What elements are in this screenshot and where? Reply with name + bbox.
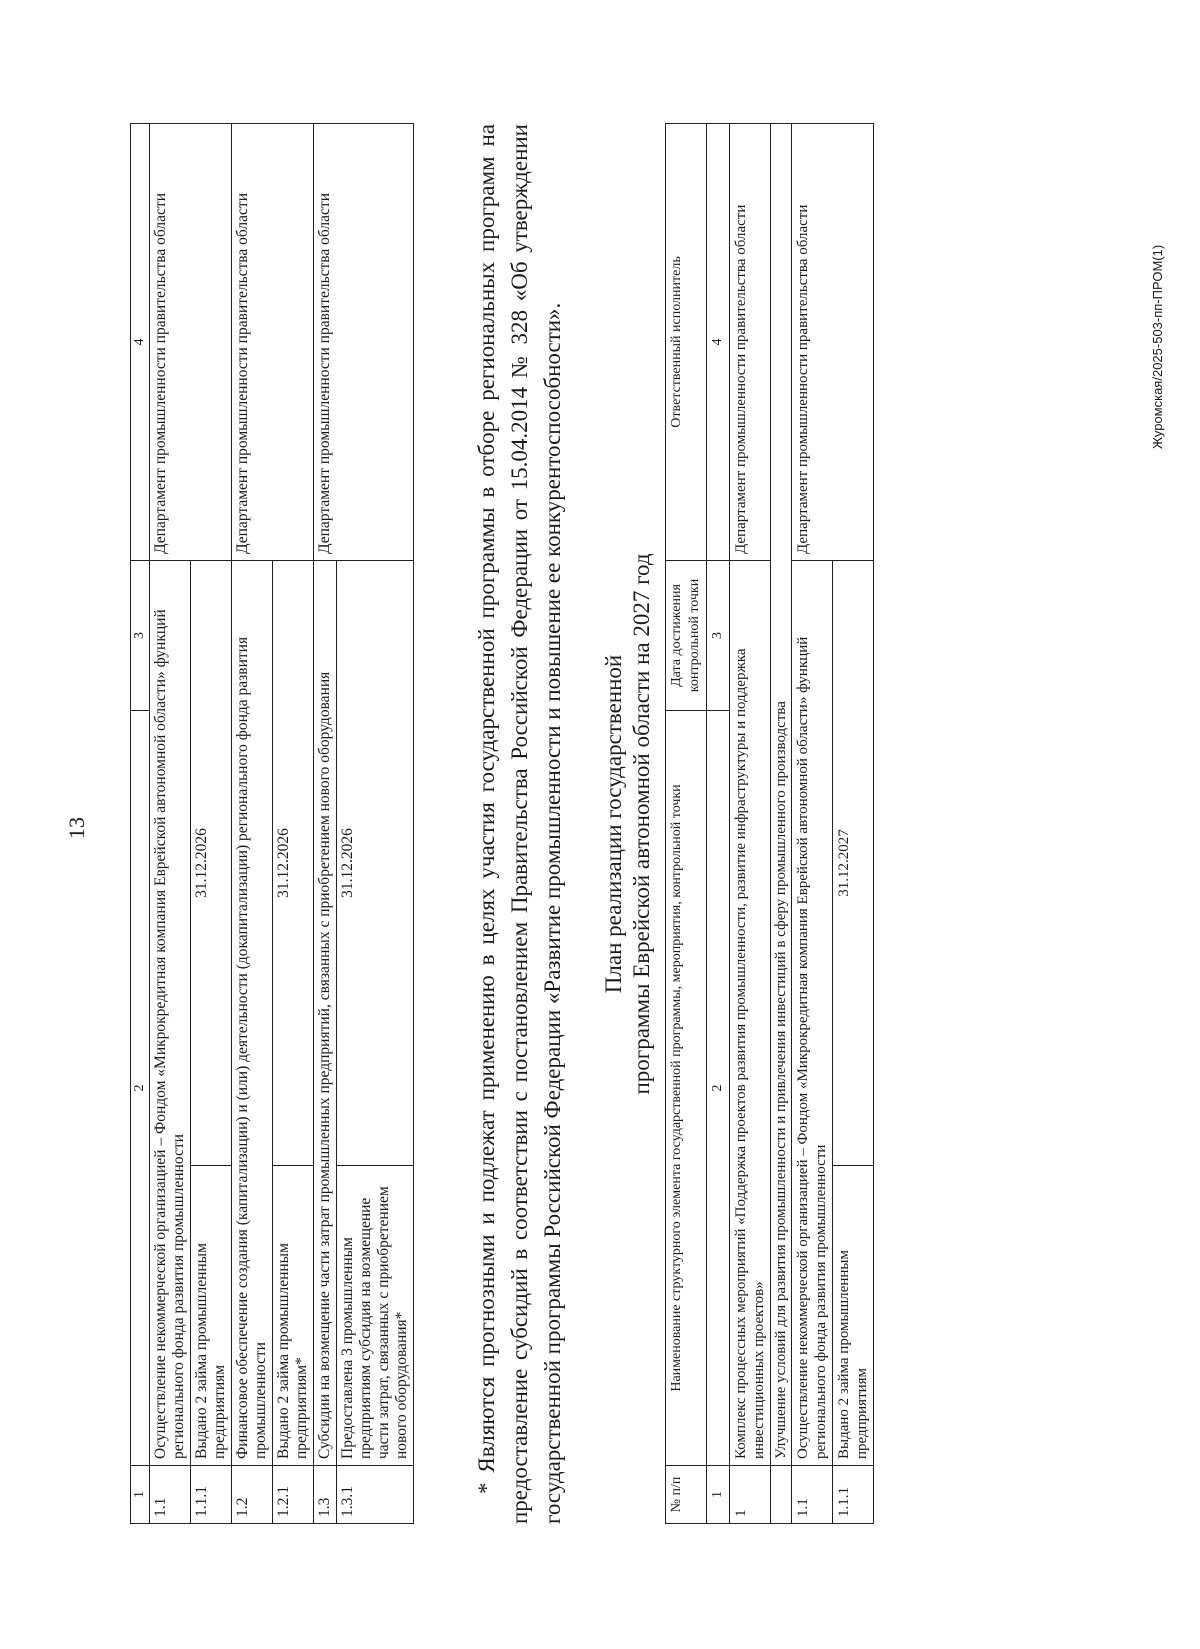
task-row: Улучшение условий для развития промышленности и привлечения инвестиций в сферу промышленного производства xyxy=(771,123,792,1465)
table-row xyxy=(314,124,337,1524)
row-name: Субсидии на возмещение части затрат промышленных предприятий, связанных с приобретением нового оборудования xyxy=(314,561,337,1466)
row-name: Предоставлена 3 промышленным предприятиям субсидия на возмещение части затрат, связанных с приобретением нового оборудования* xyxy=(337,1166,414,1466)
column-number: 1 xyxy=(707,1466,730,1524)
column-header: Ответственный исполнитель xyxy=(666,123,707,560)
footnote: * Являются прогнозными и подлежат применению в целях участия государственной программы в отборе региональных программ на предоставление субсидий в соответствии с постановлением Правительства Российской Федерации от 15.04.2014 № 328 «Об утверждении государственной программы Российской Федерации «Развитие промышленности и повышение ее конкурентоспособности». xyxy=(474,124,565,1524)
row-name: Финансовое обеспечение создания (капитализации) и (или) деятельности (докапитализации) регионального фонда развития промышленности xyxy=(232,561,273,1466)
control-points-table-2026 xyxy=(130,123,414,1524)
column-number: 2 xyxy=(131,711,150,1466)
table-header-row xyxy=(707,123,730,1523)
row-date: 31.12.2027 xyxy=(833,560,874,1165)
table-header-row xyxy=(131,124,150,1524)
column-header: № п/п xyxy=(666,1466,707,1524)
table-row xyxy=(792,123,833,1523)
column-number: 4 xyxy=(131,124,150,561)
table-row xyxy=(232,124,273,1524)
page-number: 13 xyxy=(64,817,89,839)
column-number: 1 xyxy=(131,1466,150,1524)
row-name: Комплекс процессных мероприятий «Поддержка проектов развития промышленности, развитие инфраструктуры и поддержка инвестиционных проектов» xyxy=(730,560,771,1465)
column-number: 2 xyxy=(707,710,730,1465)
row-executor: Департамент промышленности правительства области xyxy=(232,124,314,561)
row-number: 1.1 xyxy=(150,1466,191,1524)
plan-title-line: программы Еврейской автономной области на 2027 год xyxy=(629,553,654,1095)
row-executor: Департамент промышленности правительства области xyxy=(314,124,414,561)
row-number xyxy=(771,1466,792,1524)
row-executor: Департамент промышленности правительства области xyxy=(150,124,232,561)
row-name: Выдано 2 займа промышленным предприятиям xyxy=(833,1166,874,1466)
table-row xyxy=(771,123,792,1523)
row-date: 31.12.2026 xyxy=(337,561,414,1166)
row-number: 1.1.1 xyxy=(191,1466,232,1524)
plan-title-line: План реализации государственной xyxy=(601,654,626,994)
table-header-row xyxy=(666,123,707,1523)
row-executor: Департамент промышленности правительства области xyxy=(792,123,874,560)
row-date: 31.12.2026 xyxy=(191,561,232,1166)
row-name: Выдано 2 займа промышленным предприятиям xyxy=(191,1166,232,1466)
row-number: 1.2.1 xyxy=(273,1466,314,1524)
row-number: 1.3 xyxy=(314,1466,337,1524)
row-date: 31.12.2026 xyxy=(273,561,314,1166)
row-executor: Департамент промышленности правительства области xyxy=(730,123,771,560)
footer-code: Журомская/2025-503-пп-ПРОМ(1) xyxy=(1150,244,1165,449)
column-number: 3 xyxy=(131,561,150,711)
row-name: Осуществление некоммерческой организацией – Фондом «Микрокредитная компания Еврейской автономной области» функций регионального фонда развития промышленности xyxy=(792,560,833,1465)
column-header: Дата достижения контрольной точки xyxy=(666,560,707,710)
row-name: Осуществление некоммерческой организацией – Фондом «Микрокредитная компания Еврейской автономной области» функций регионального фонда развития промышленности xyxy=(150,561,191,1466)
implementation-plan-table-2027 xyxy=(665,123,874,1524)
plan-title xyxy=(600,124,656,1524)
row-number: 1.2 xyxy=(232,1466,273,1524)
row-number: 1.1 xyxy=(792,1466,833,1524)
column-number: 4 xyxy=(707,123,730,560)
row-number: 1.1.1 xyxy=(833,1466,874,1524)
row-number: 1.3.1 xyxy=(337,1466,414,1524)
column-header: Наименование структурного элемента государственной программы, мероприятия, контрольной точки xyxy=(666,710,707,1465)
row-name: Выдано 2 займа промышленным предприятиям* xyxy=(273,1166,314,1466)
table-row xyxy=(150,124,191,1524)
row-number: 1 xyxy=(730,1466,771,1524)
column-number: 3 xyxy=(707,560,730,710)
table-row xyxy=(730,123,771,1523)
